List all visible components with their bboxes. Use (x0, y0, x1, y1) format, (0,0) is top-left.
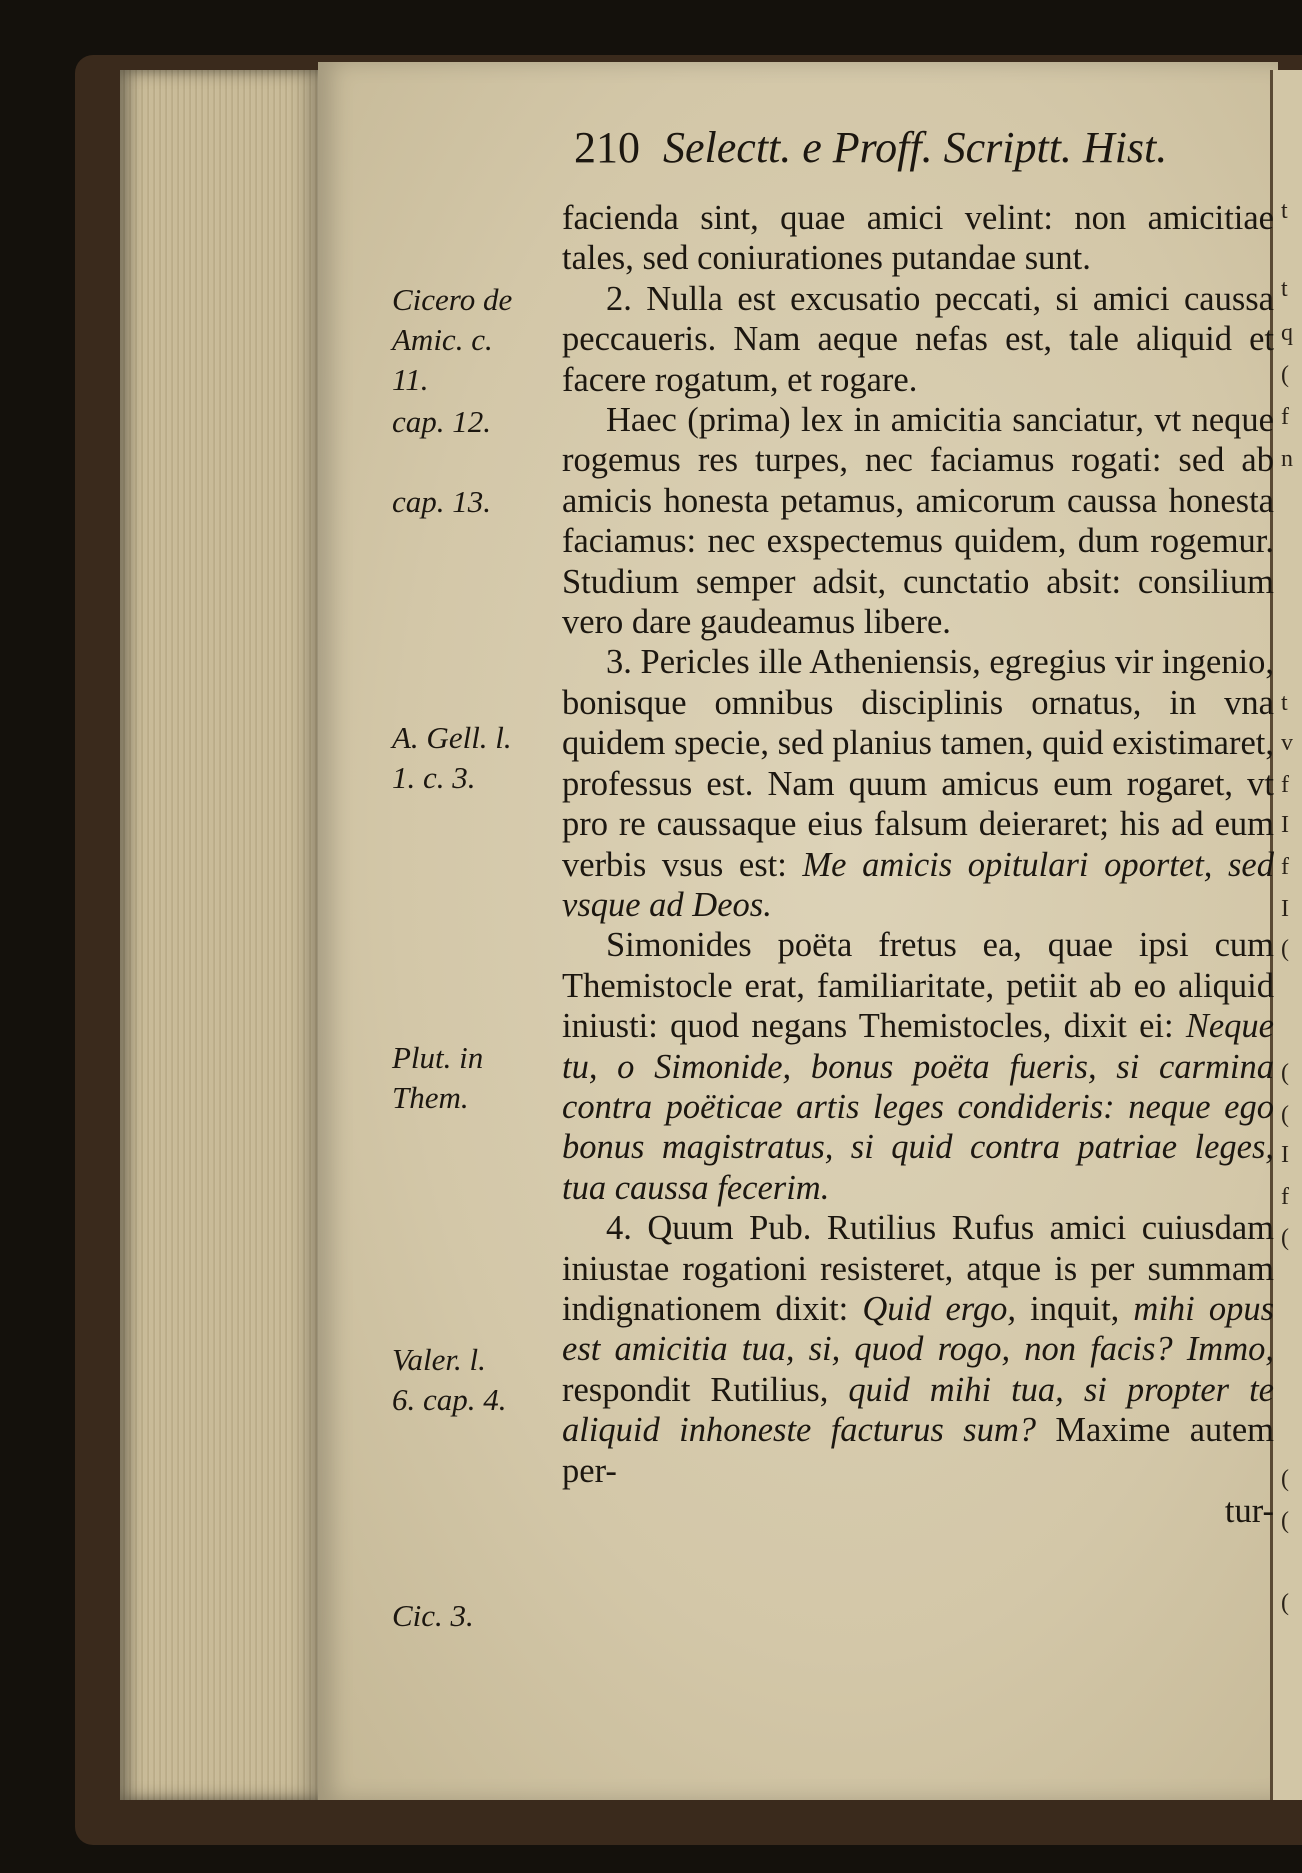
quote-text: Me amicis opitulari oportet, sed vsque ad Deos. (562, 845, 1275, 924)
margin-note (392, 482, 491, 522)
facing-page-char: I (1281, 896, 1289, 922)
facing-page-char: ( (1281, 1508, 1289, 1534)
paragraph (562, 642, 1274, 925)
margin-note-line: cap. 13. (392, 484, 492, 519)
margin-note-line: Cicero de (392, 282, 513, 317)
facing-page-char: t (1281, 276, 1288, 302)
facing-page-char: ( (1281, 1466, 1289, 1492)
facing-page-char: f (1281, 772, 1289, 798)
facing-page-char: t (1281, 690, 1288, 716)
quote-text: Quid ergo, (862, 1289, 1017, 1328)
facing-page-char: q (1281, 320, 1293, 346)
paragraph: Haec (prima) lex in amicitia sanciatur, vt neque rogemus res turpes, nec faciamus rogati: sed ab amicis honesta petamus, amicorum caussa honesta faciamus: nec exspectemus quidem, dum rogemur. Studium semper adsit, cunctatio absit: consilium vero dare gaudeamus libere. (562, 401, 1274, 642)
paragraph (562, 1208, 1274, 1491)
facing-page-char: t (1281, 198, 1288, 224)
paragraph: facienda sint, quae amici velint: non amicitiae tales, sed coniurationes putandae sunt. (562, 199, 1274, 278)
margin-note (392, 1340, 507, 1420)
facing-page-char: ( (1281, 1102, 1289, 1128)
text-run: respondit Rutilius, (562, 1370, 829, 1409)
margin-note-line: Amic. c. (392, 322, 493, 357)
margin-note-line: Plut. in (392, 1040, 484, 1075)
facing-page-char: I (1281, 812, 1289, 838)
text-run: 3. Pericles ille Atheniensis, egregius vir ingenio, bonisque omnibus disciplinis ornatus, in vna quidem specie, sed planius tamen, quid existimaret, professus est. Nam quum amicus eum rogaret, vt pro re caussaque eius falsum deieraret; his ad eum verbis vsus est: (562, 643, 1274, 884)
facing-page-char: ( (1281, 1225, 1289, 1251)
text-run: inquit, (1030, 1289, 1120, 1328)
catchword: tur- (1224, 1492, 1274, 1530)
quote-text: quid mihi tua, si propter te aliquid inhoneste facturus sum? (562, 1370, 1274, 1450)
quote-text: Neque tu, o Simonide, bonus poëta fueris, si carmina contra poëticae artis leges condideris: neque ego bonus magistratus, si quid contra patriae leges, tua caussa fecerim. (562, 1007, 1274, 1207)
page-number: 210 (574, 123, 640, 172)
margin-note-line: 6. cap. 4. (392, 1382, 507, 1417)
margin-note (392, 402, 491, 442)
margin-note (392, 718, 512, 798)
quote-text: mihi opus est amicitia tua, si, quod rogo, non facis? (562, 1289, 1275, 1369)
margin-note-line: Them. (392, 1080, 469, 1115)
margin-note-line: A. Gell. l. (392, 720, 512, 755)
paragraph (562, 925, 1274, 1208)
facing-page-char: n (1281, 446, 1293, 472)
text-run: Maxime autem per- (562, 1411, 1275, 1490)
facing-page-char: v (1281, 730, 1293, 756)
main-text (562, 198, 1274, 1531)
facing-page-char: ( (1281, 1060, 1289, 1086)
margin-note-line: Valer. l. (392, 1342, 486, 1377)
text-run: Simonides poëta fretus ea, quae ipsi cum Themistocle erat, familiaritate, petiit ab eo aliquid iniusti: quod negans Themistocles, dixit ei: (562, 926, 1274, 1046)
margin-note-line: 11. (392, 362, 429, 397)
margin-note-line: cap. 12. (392, 404, 492, 439)
facing-page-char: ( (1281, 362, 1289, 388)
facing-page-char: ( (1281, 1590, 1289, 1616)
facing-page-char: ( (1281, 936, 1289, 962)
running-header (574, 122, 1167, 173)
page-edges (120, 70, 320, 1800)
facing-page-char: f (1281, 854, 1289, 880)
margin-note (392, 1596, 474, 1636)
margin-note-line: Cic. 3. (392, 1598, 474, 1633)
facing-page-char: f (1281, 404, 1289, 430)
quote-text: Immo, (1186, 1330, 1274, 1369)
paragraph: 2. Nulla est excusatio peccati, si amici caussa peccaueris. Nam aeque nefas est, tale aliquid et facere rogatum, et rogare. (562, 279, 1274, 399)
facing-page-char: I (1281, 1142, 1289, 1168)
facing-page-char: f (1281, 1184, 1289, 1210)
margin-note-line: 1. c. 3. (392, 760, 476, 795)
facing-page-edge (1270, 70, 1302, 1800)
running-title: Selectt. e Proff. Scriptt. Hist. (663, 123, 1168, 172)
margin-note (392, 1038, 483, 1118)
margin-note (392, 280, 512, 400)
text-run: 4. Quum Pub. Rutilius Rufus amici cuiusdam iniustae rogationi resisteret, atque is per summam indignationem dixit: (562, 1209, 1274, 1328)
